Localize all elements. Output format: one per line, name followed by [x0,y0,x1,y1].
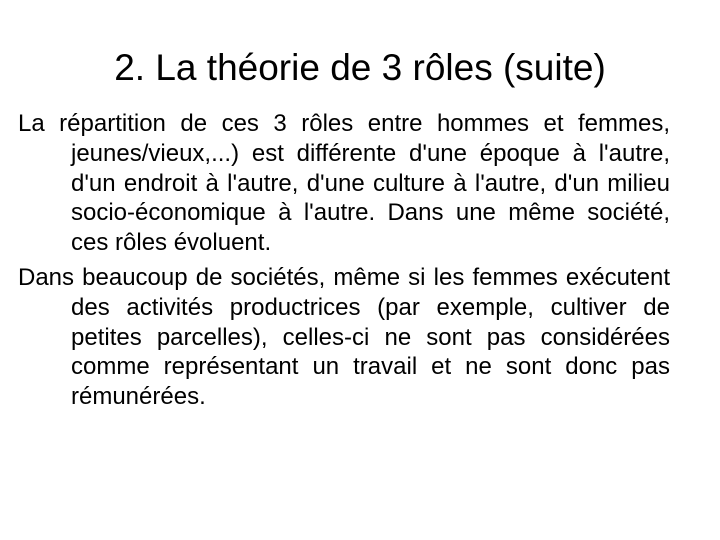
body-paragraph: La répartition de ces 3 rôles entre hommes et femmes, jeunes/vieux,...) est différente d'une époque à l'autre, d'un endroit à l'autre, d'une culture à l'autre, d'un milieu socio-économique à l'autre. Dans une même société, ces rôles évoluent. [18,110,670,257]
body-paragraph: Dans beaucoup de sociétés, même si les femmes exécutent des activités productrices (par exemple, cultiver de petites parcelles), celles-ci ne sont pas considérées comme représentant un travail et ne sont donc pas rémunérées. [18,263,670,411]
slide-title: 2. La théorie de 3 rôles (suite) [114,47,606,88]
slide-body [18,109,670,417]
